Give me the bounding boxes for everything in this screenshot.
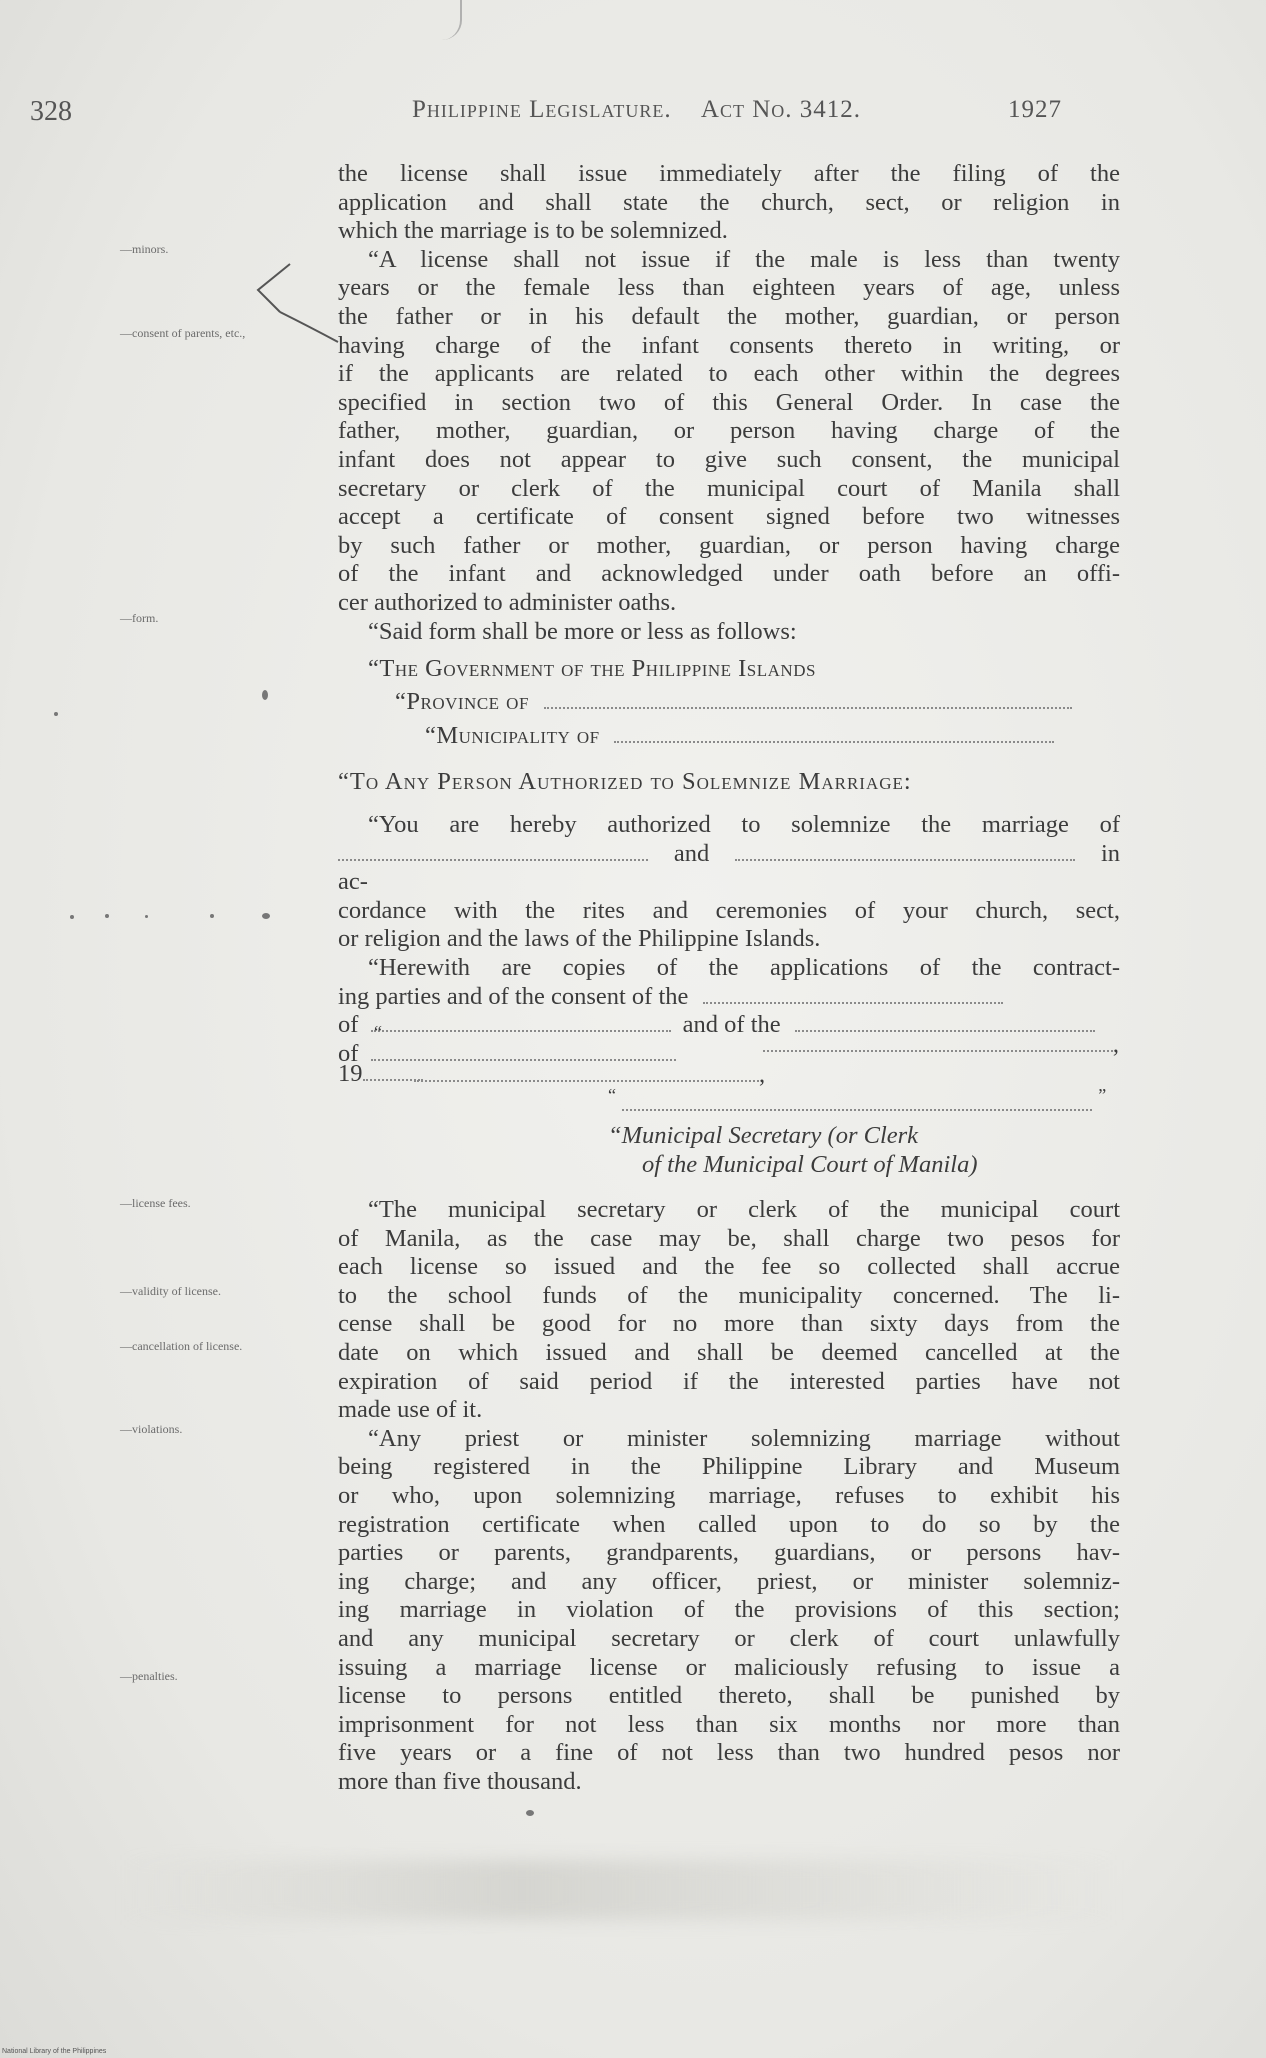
scan-speck bbox=[526, 1810, 534, 1816]
signature-blank bbox=[622, 1091, 1092, 1111]
running-header bbox=[412, 96, 1062, 124]
and-of-the-blank bbox=[795, 1012, 1095, 1032]
form-signature-title: “Municipal Secretary (or Clerk of the Municipal Court of Manila) bbox=[608, 1122, 978, 1178]
consent-of-blank bbox=[703, 984, 1003, 1004]
act-number: Act No. 3412. bbox=[700, 96, 862, 123]
footer-credit: National Library of the Philippines bbox=[2, 2048, 107, 2055]
margin-note-penalties: —penalties. bbox=[120, 1669, 178, 1683]
form-addressee: “To Any Person Authorized to Solemnize Marriage: bbox=[338, 768, 912, 795]
form-signature-line: “ ” bbox=[608, 1090, 1120, 1120]
body-text-bottom bbox=[338, 1196, 1120, 1796]
scan-speck bbox=[70, 915, 74, 919]
margin-note-minors: —minors. bbox=[120, 242, 169, 256]
body-text-top bbox=[338, 160, 1120, 646]
party-1-blank bbox=[338, 841, 648, 861]
header-year: 1927 bbox=[1008, 96, 1062, 123]
paragraph-form-intro: “Said form shall be more or less as follows: bbox=[368, 617, 797, 645]
scan-speck bbox=[210, 914, 214, 918]
margin-note-form: —form. bbox=[120, 611, 159, 625]
scan-streak bbox=[120, 1860, 1120, 1920]
municipality-blank bbox=[614, 723, 1054, 743]
form-year-line: 19 bbox=[338, 1060, 1120, 1089]
paragraph-violations: “Any priest or minister solemnizing marriage without being registered in the Philippine Library and Museum or who, upon solemnizing marriage, refuses to exhibit his registration certificate when called upon to do so by the parties or parents, grandparents, guardians, or persons hav- ing charge; and any officer, priest, or minister solemniz- ing marriage in violation of the provisions of this section; and any municipal secretary or clerk of court unlawfully issuing a marriage license or maliciously refusing to issue a license to persons entitled thereto, shall be punished by imprisonment for not less than six months nor more than five years or a fine of not less than two hundred pesos nor more than five thousand. bbox=[338, 1424, 1120, 1795]
form-body: “You are hereby authorized to solemnize the marriage of and in ac- cordance with the rites and ceremonies of your church, sect, or religion and the laws of the Philippine Islands. “Herewith are copies of the applications of the contract- ing parties and of the consent of the of and of the of bbox=[338, 811, 1121, 1067]
party-2-blank bbox=[735, 841, 1075, 861]
of-blank-1 bbox=[371, 1012, 671, 1032]
year-blank bbox=[363, 1061, 423, 1081]
handwritten-arrow-mark bbox=[250, 262, 340, 347]
margin-note-license-fees: —license fees. bbox=[120, 1196, 191, 1210]
page-edge-mark bbox=[440, 0, 462, 40]
place-blank bbox=[763, 1032, 1113, 1052]
margin-note-consent: —consent of parents, etc., bbox=[120, 326, 246, 340]
margin-note-validity: —validity of license. bbox=[120, 1284, 221, 1298]
margin-note-violations: —violations. bbox=[120, 1422, 183, 1436]
form-government: “The Government of the Philippine Islands bbox=[368, 655, 816, 682]
scan-speck bbox=[262, 690, 268, 700]
margin-note-cancellation: —cancellation of license. bbox=[120, 1339, 243, 1353]
scan-speck bbox=[262, 913, 270, 919]
form-province: “Province of bbox=[395, 688, 1119, 716]
paragraph-license-issue: the license shall issue immediately after the filing of the application and shall state the church, sect, or religion in which the marriage is to be solemnized. bbox=[338, 160, 1120, 245]
running-title: Philippine Legislature. bbox=[412, 96, 672, 123]
scan-speck bbox=[105, 914, 109, 918]
paragraph-license-fees: “The municipal secretary or clerk of the municipal court of Manila, as the case may be, shall charge two pesos for each license so issued and the fee so collected shall accrue to the school funds of the municipality concerned. The li- cense shall be good for no more than sixty days from the date on which issued and shall be deemed cancelled at the expiration of said period if the interested parties have not made use of it. bbox=[338, 1196, 1120, 1424]
form-municipality: “Municipality of bbox=[425, 722, 1119, 750]
scan-speck bbox=[145, 915, 148, 918]
form-place-date: “ , , bbox=[374, 1022, 1119, 1088]
paragraph-minors: “A license shall not issue if the male is less than twenty years or the female less than eighteen years of age, unless the father or in his default the mother, guardian, or person having charge of the infant consents thereto in writing, or if the applicants are related to each other within the degrees specified in section two of this General Order. In case the father, mother, guardian, or person having charge of the infant does not appear to give such consent, the municipal secretary or clerk of the municipal court of Manila shall accept a certificate of consent signed before two witnesses by such father or mother, guardian, or person having charge of the infant and acknowledged under oath before an offi- cer authorized to administer oaths. bbox=[338, 245, 1120, 616]
scan-speck bbox=[54, 712, 58, 716]
page-number: 328 bbox=[30, 96, 72, 127]
province-blank bbox=[544, 689, 1072, 709]
